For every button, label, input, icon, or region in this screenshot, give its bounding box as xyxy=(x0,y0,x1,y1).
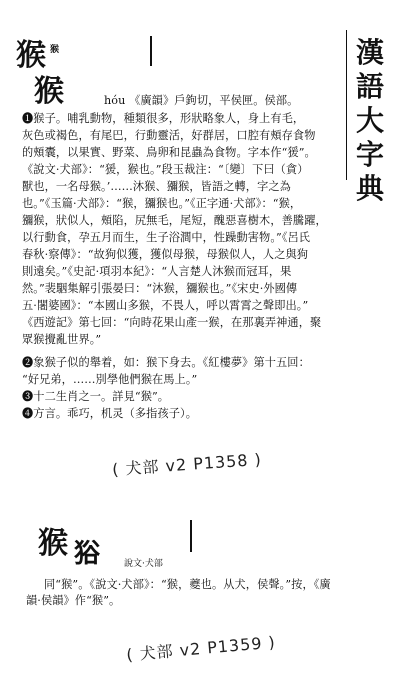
body-line: 獼猴，狀似人，頰陷，尻無毛，尾短，醜惡喜樹木，善騰躍， xyxy=(22,214,327,227)
body-line: “好兄弟，……別學他們猴在馬上。” xyxy=(22,373,198,386)
column-divider xyxy=(150,36,152,66)
body-line: 灰色或褐色，有尾巴，行動靈活，好群居，口腔有頰存食物 xyxy=(22,129,316,142)
body-line: 同“猴”。《說文·犬部》：“猴，夔也。从犬，侯聲。”按，《廣 xyxy=(44,578,331,591)
title-char-4: 字 xyxy=(355,138,384,171)
body-line: 的頰囊，以果實、野菜、鳥卵和昆蟲為食物。字本作“猨”。 xyxy=(22,146,316,159)
body-line: 《說文·犬部》：“猨，猴也。”段玉裁注：“〔變〕下曰（貪） xyxy=(22,163,309,176)
body-line: 也。”《玉篇·犬部》：“猴，獼猴也。”《正字通·犬部》：“猴， xyxy=(22,197,302,210)
body-line: 眾猴攪亂世界。” xyxy=(22,333,102,346)
headword-main: 猴 xyxy=(34,74,64,109)
entry2-headword: 猴 xyxy=(38,526,68,561)
body-line: 韻·侯韻》作“猴”。 xyxy=(26,594,121,607)
entry1-body xyxy=(22,94,342,420)
title-char-3: 大 xyxy=(355,104,384,137)
dictionary-title xyxy=(350,36,390,206)
entry2-source-label: 說文·犬部 xyxy=(124,559,163,569)
handwritten-note-2: ( 犬部 v2 P1359 ) xyxy=(125,632,277,665)
title-char-5: 典 xyxy=(355,172,384,205)
entry2-headword-variant: 𤞞 xyxy=(74,539,101,569)
entry2-body xyxy=(26,578,346,618)
entry2-divider xyxy=(190,520,192,552)
body-line: 則遠矣。”《史記·項羽本紀》：“人言楚人沐猴而冠耳，果 xyxy=(22,265,292,278)
handwritten-note: ( 犬部 v2 P1358 ) xyxy=(111,449,263,480)
body-line: 以行動食，孕五月而生，生子浴澗中，性躁動害物。”《呂氏 xyxy=(22,231,311,244)
title-char-2: 語 xyxy=(355,70,384,103)
side-title-rule xyxy=(346,30,347,180)
body-line: hóu 《廣韻》戶鉤切，平侯匣。侯部。 xyxy=(104,94,299,107)
body-line: 春秋·察傳》：“故狗似獲，獲似母猴，母猴似人，人之與狗 xyxy=(22,248,309,261)
body-line: ❷象猴子似的舉着，如：猴下身去。《紅樓夢》第十五回： xyxy=(22,356,310,369)
body-line: 五·闍婆國》：“本國山多猴，不畏人，呼以霄霄之聲即出。” xyxy=(22,299,309,312)
body-line: 然。”裴駰集解引張晏曰：“沐猴，獼猴也。”《宋史·外國傳 xyxy=(22,282,298,295)
body-line: 《西遊記》第七回：“向時花果山產一猴，在那裏弄神通，聚 xyxy=(22,316,322,329)
body-line: ❹方言。乖巧，机灵（多指孩子）。 xyxy=(22,407,198,420)
body-line: 獸也，一名母猴。’……沐猴、獼猴，皆語之轉，字之為 xyxy=(22,180,291,193)
body-line: ❶猴子。哺乳動物，種類很多，形狀略象人，身上有毛， xyxy=(22,112,305,125)
title-char-1: 漢 xyxy=(355,36,384,69)
headword-top: 猴 xyxy=(16,38,46,73)
headword-top-small: 猴 xyxy=(50,45,60,55)
body-line: ❸十二生肖之一。詳見“猴”。 xyxy=(22,390,170,403)
